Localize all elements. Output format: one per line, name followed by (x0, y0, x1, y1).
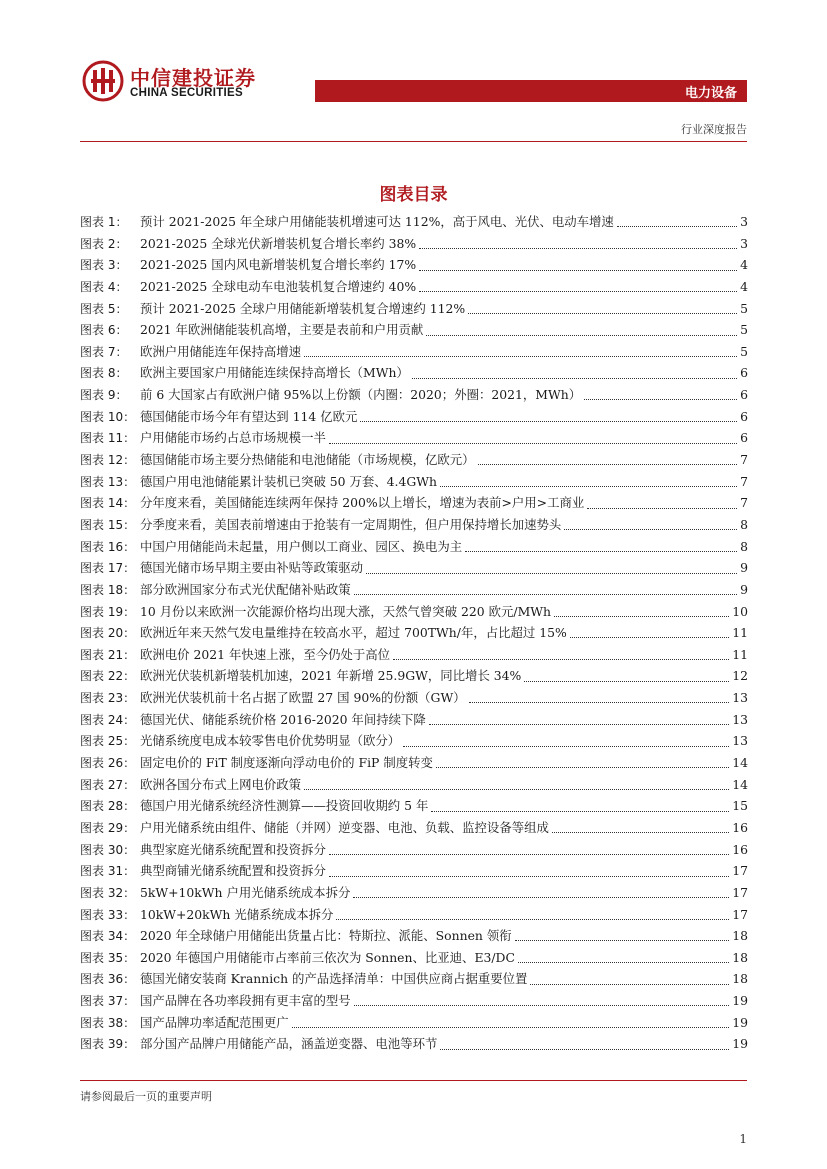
toc-entry[interactable] (80, 450, 748, 472)
toc-entry-title: 欧洲主要国家户用储能连续保持高增长（MWh） (140, 365, 409, 381)
disclaimer-note: 请参阅最后一页的重要声明 (80, 1090, 212, 1103)
toc-leader-dots (617, 226, 737, 227)
toc-entry-title: 国产品牌功率适配范围更广 (140, 1014, 289, 1030)
toc-entry[interactable] (80, 796, 748, 818)
toc-leader-dots (329, 876, 729, 877)
toc-entry[interactable] (80, 363, 748, 385)
toc-leader-dots (530, 984, 729, 985)
toc-entry-title: 分季度来看，美国表前增速由于抢装有一定周期性，但户用保持增长加速势头 (140, 516, 562, 532)
toc-entry-page: 18 (732, 949, 748, 965)
toc-entry[interactable] (80, 775, 748, 797)
toc-entry-page: 13 (732, 690, 748, 706)
toc-entry-label: 图表 18： (80, 582, 136, 597)
toc-entry[interactable] (80, 861, 748, 883)
toc-entry[interactable] (80, 991, 748, 1013)
toc-entry-page: 17 (732, 863, 748, 879)
toc-entry-page: 10 (732, 603, 748, 619)
toc-entry-title: 德国户用光储系统经济性测算——投资回收期约 5 年 (140, 798, 429, 814)
toc-entry-page: 16 (732, 819, 748, 835)
toc-entry-page: 6 (740, 430, 748, 446)
toc-title: 图表目录 (379, 185, 448, 205)
toc-leader-dots (564, 529, 737, 530)
toc-entry[interactable] (80, 883, 748, 905)
toc-entry-page: 4 (740, 257, 748, 273)
toc-entry-title: 10kW+20kWh 光储系统成本拆分 (140, 906, 334, 922)
toc-leader-dots (292, 1027, 730, 1028)
toc-leader-dots (412, 378, 737, 379)
toc-leader-dots (419, 248, 737, 249)
toc-entry-title: 光储系统度电成本较零售电价优势明显（欧分） (140, 733, 401, 749)
toc-entry-label: 图表 34： (80, 929, 136, 944)
toc-leader-dots (304, 356, 737, 357)
toc-entry[interactable] (80, 818, 748, 840)
toc-entry-page: 19 (732, 1036, 748, 1052)
toc-entry-page: 5 (740, 322, 748, 338)
toc-entry-title: 国产品牌在各功率段拥有更丰富的型号 (140, 993, 351, 1009)
toc-entry[interactable] (80, 666, 748, 688)
toc-entry-title: 典型家庭光储系统配置和投资拆分 (140, 841, 326, 857)
toc-leader-dots (431, 811, 729, 812)
toc-entry-page: 3 (740, 214, 748, 229)
toc-entry-label: 图表 5： (80, 301, 128, 316)
toc-entry-label: 图表 13： (80, 474, 136, 489)
toc-entry-label: 图表 9： (80, 388, 128, 403)
toc-entry[interactable] (80, 472, 748, 494)
toc-entry-title: 分年度来看，美国储能连续两年保持 200%以上增长，增速为表前>户用>工商业 (140, 495, 585, 511)
toc-entry-label: 图表 7： (80, 344, 128, 359)
toc-entry-page: 13 (732, 733, 748, 749)
toc-entry-page: 19 (732, 1014, 748, 1030)
toc-entry[interactable] (80, 645, 748, 667)
toc-entry-page: 8 (740, 516, 748, 532)
toc-entry-label: 图表 33： (80, 907, 136, 922)
toc-leader-dots (468, 313, 737, 314)
toc-entry-label: 图表 6： (80, 323, 128, 338)
report-type: 行业深度报告 (681, 123, 747, 136)
header-divider (80, 141, 747, 142)
toc-leader-dots (584, 399, 737, 400)
toc-entry-label: 图表 36： (80, 972, 136, 987)
toc-entry-page: 9 (740, 581, 748, 597)
china-securities-logo-icon (82, 60, 124, 102)
logo-english-name: CHINA SECURITIES (130, 87, 243, 99)
toc-leader-dots (436, 767, 729, 768)
toc-entry[interactable] (80, 515, 748, 537)
toc-leader-dots (465, 551, 737, 552)
toc-entry-page: 18 (732, 971, 748, 987)
toc-entry-title: 德国户用电池储能累计装机已突破 50 万套、4.4GWh (140, 473, 437, 489)
toc-entry-page: 6 (740, 387, 748, 403)
toc-entry-page: 14 (732, 776, 748, 792)
toc-entry-page: 19 (732, 993, 748, 1009)
toc-entry-title: 欧洲电价 2021 年快速上涨，至今仍处于高位 (140, 646, 391, 662)
toc-entry[interactable] (80, 731, 748, 753)
toc-entry-title: 10 月份以来欧洲一次能源价格均出现大涨，天然气曾突破 220 欧元/MWh (140, 603, 551, 619)
toc-entry-title: 德国光伏、储能系统价格 2016-2020 年间持续下降 (140, 711, 426, 727)
toc-entry-title: 2020 年德国户用储能市占率前三依次为 Sonnen、比亚迪、E3/DC (140, 949, 515, 965)
toc-entry-label: 图表 4： (80, 279, 128, 294)
toc-leader-dots (587, 508, 737, 509)
toc-entry-label: 图表 20： (80, 626, 136, 641)
toc-entry-title: 欧洲各国分布式上网电价政策 (140, 776, 302, 792)
toc-entry-title: 德国储能市场今年有望达到 114 亿欧元 (140, 408, 358, 424)
toc-leader-dots (570, 637, 729, 638)
toc-leader-dots (336, 919, 729, 920)
toc-entry-label: 图表 10： (80, 409, 136, 424)
toc-entry-label: 图表 38： (80, 1015, 136, 1030)
toc-entry-label: 图表 11： (80, 431, 136, 446)
toc-entry-page: 8 (740, 538, 748, 554)
toc-entry[interactable] (80, 688, 748, 710)
toc-entry-page: 17 (732, 884, 748, 900)
toc-entry-title: 部分国产品牌户用储能产品，涵盖逆变器、电池等环节 (140, 1036, 438, 1052)
toc-entry[interactable] (80, 255, 748, 277)
toc-entry-label: 图表 16： (80, 539, 136, 554)
toc-entry-page: 11 (732, 625, 748, 641)
toc-leader-dots (304, 789, 729, 790)
toc-entry[interactable] (80, 385, 748, 407)
toc-entry-label: 图表 1： (80, 215, 128, 229)
toc-leader-dots (419, 291, 737, 292)
toc-entry[interactable] (80, 1013, 748, 1035)
toc-entry[interactable] (80, 602, 748, 624)
toc-leader-dots (353, 897, 729, 898)
toc-entry-page: 7 (740, 473, 748, 489)
toc-entry-page: 14 (732, 755, 748, 771)
toc-leader-dots (403, 746, 729, 747)
toc-entry[interactable] (80, 710, 748, 732)
toc-entry-label: 图表 14： (80, 496, 136, 511)
toc-entry[interactable] (80, 342, 748, 364)
toc-entry-label: 图表 31： (80, 864, 136, 879)
toc-entry-page: 4 (740, 278, 748, 294)
toc-entry-label: 图表 8： (80, 366, 128, 381)
toc-entry-title: 欧洲近年来天然气发电量维持在较高水平，超过 700TWh/年，占比超过 15% (140, 625, 567, 641)
toc-entry-page: 7 (740, 495, 748, 511)
toc-entry-label: 图表 30： (80, 842, 136, 857)
toc-entry-label: 图表 27： (80, 777, 136, 792)
toc-entry-title: 德国光储安装商 Krannich 的产品选择清单：中国供应商占据重要位置 (140, 971, 528, 987)
toc-entry-page: 12 (732, 668, 748, 684)
toc-entry-page: 9 (740, 560, 748, 576)
toc-entry[interactable] (80, 407, 748, 429)
toc-entry-title: 前 6 大国家占有欧洲户储 95%以上份额（内圈：2020；外圈：2021，MWh） (140, 387, 582, 403)
toc-entry[interactable] (80, 558, 748, 580)
toc-entry-page: 6 (740, 408, 748, 424)
toc-entry[interactable] (80, 905, 748, 927)
sector-banner (315, 80, 747, 102)
toc-entry-page: 13 (732, 711, 748, 727)
toc-leader-dots (329, 443, 737, 444)
toc-entry-label: 图表 24： (80, 712, 136, 727)
toc-entry-label: 图表 17： (80, 561, 136, 576)
toc-leader-dots (366, 573, 737, 574)
toc-entry-title: 中国户用储能尚未起量，用户侧以工商业、园区、换电为主 (140, 538, 463, 554)
toc-entry-title: 5kW+10kWh 户用光储系统成本拆分 (140, 884, 351, 900)
toc-entry-title: 2021-2025 全球光伏新增装机复合增长率约 38% (140, 235, 417, 251)
sector-label: 电力设备 (684, 86, 737, 101)
toc-entry-title: 固定电价的 FiT 制度逐渐向浮动电价的 FiP 制度转变 (140, 755, 433, 771)
toc-leader-dots (552, 832, 729, 833)
toc-leader-dots (426, 335, 737, 336)
toc-entry[interactable] (80, 580, 748, 602)
toc-entry[interactable] (80, 969, 748, 991)
toc-entry-title: 欧洲光伏装机前十名占据了欧盟 27 国 90%的份额（GW） (140, 690, 466, 706)
toc-entry[interactable] (80, 299, 748, 321)
toc-entry-title: 2021 年欧洲储能装机高增，主要是表前和户用贡献 (140, 322, 424, 338)
toc-entry[interactable] (80, 1034, 748, 1056)
toc-entry[interactable] (80, 537, 748, 559)
toc-entry[interactable] (80, 623, 748, 645)
toc-entry-label: 图表 19： (80, 604, 136, 619)
toc-entry-page: 5 (740, 343, 748, 359)
toc-entry-label: 图表 26： (80, 756, 136, 771)
toc-leader-dots (440, 1049, 729, 1050)
toc-leader-dots (429, 724, 729, 725)
toc-entry[interactable] (80, 234, 748, 256)
toc-leader-dots (515, 940, 730, 941)
toc-entry[interactable] (80, 840, 748, 862)
toc-entry-title: 户用储能市场约占总市场规模一半 (140, 430, 326, 446)
logo-chinese-name: 中信建投证券 (130, 66, 256, 90)
toc-entry-page: 3 (740, 235, 748, 251)
toc-entry[interactable] (80, 320, 748, 342)
toc-entry-label: 图表 22： (80, 669, 136, 684)
toc-entry-label: 图表 32： (80, 885, 136, 900)
toc-entry-title: 户用光储系统由组件、储能（并网）逆变器、电池、负载、监控设备等组成 (140, 819, 549, 835)
toc-leader-dots (329, 854, 729, 855)
footer-divider (80, 1080, 747, 1081)
toc-entry-page: 7 (740, 452, 748, 468)
toc-leader-dots (478, 464, 738, 465)
page-number: 1 (739, 1132, 747, 1146)
toc-leader-dots (440, 486, 737, 487)
toc-entry-title: 德国储能市场主要分热储能和电池储能（市场规模，亿欧元） (140, 452, 475, 468)
toc-entry-label: 图表 25： (80, 734, 136, 749)
toc-entry-title: 2021-2025 国内风电新增装机复合增长率约 17% (140, 257, 417, 273)
toc-entry-title: 预计 2021-2025 年全球户用储能装机增速可达 112%，高于风电、光伏、电动车增速 (140, 214, 614, 229)
toc-leader-dots (554, 616, 729, 617)
toc-entry-label: 图表 37： (80, 994, 136, 1009)
toc-leader-dots (360, 421, 737, 422)
toc-entry-title: 欧洲光伏装机新增装机加速，2021 年新增 25.9GW，同比增长 34% (140, 668, 522, 684)
toc-leader-dots (393, 659, 729, 660)
toc-entry-label: 图表 39： (80, 1037, 136, 1052)
toc-leader-dots (354, 1005, 730, 1006)
toc-entry-title: 部分欧洲国家分布式光伏配储补贴政策 (140, 581, 351, 597)
toc-entry-label: 图表 29： (80, 820, 136, 835)
toc-entry[interactable] (80, 428, 748, 450)
toc-entry-label: 图表 15： (80, 517, 136, 532)
toc-entry-title: 2020 年全球储户用储能出货量占比：特斯拉、派能、Sonnen 领衔 (140, 928, 512, 944)
toc-entry[interactable] (80, 926, 748, 948)
toc-entry[interactable] (80, 753, 748, 775)
toc-entry-page: 17 (732, 906, 748, 922)
toc-entry-page: 5 (740, 300, 748, 316)
toc-leader-dots (518, 962, 729, 963)
toc-entry-page: 15 (732, 798, 748, 814)
toc-entry-label: 图表 12： (80, 453, 136, 468)
toc-entry-title: 德国光储市场早期主要由补贴等政策驱动 (140, 560, 364, 576)
toc-entry[interactable] (80, 948, 748, 970)
toc-entry-title: 预计 2021-2025 全球户用储能新增装机复合增速约 112% (140, 300, 466, 316)
toc-entry[interactable] (80, 212, 748, 234)
toc-entry-label: 图表 3： (80, 258, 128, 273)
toc-leader-dots (469, 702, 730, 703)
toc-entry-page: 11 (732, 646, 748, 662)
toc-entry-title: 典型商铺光储系统配置和投资拆分 (140, 863, 326, 879)
toc-entry-page: 18 (732, 928, 748, 944)
toc-entry-page: 16 (732, 841, 748, 857)
table-of-figures (80, 212, 748, 1056)
toc-entry-page: 6 (740, 365, 748, 381)
toc-entry[interactable] (80, 277, 748, 299)
toc-entry-label: 图表 2： (80, 236, 128, 251)
toc-entry-title: 欧洲户用储能连年保持高增速 (140, 343, 302, 359)
toc-leader-dots (354, 594, 737, 595)
company-logo (82, 60, 262, 104)
toc-leader-dots (419, 270, 737, 271)
toc-entry-label: 图表 21： (80, 647, 136, 662)
toc-leader-dots (524, 681, 729, 682)
toc-entry[interactable] (80, 493, 748, 515)
toc-entry-label: 图表 28： (80, 799, 136, 814)
toc-entry-label: 图表 23： (80, 691, 136, 706)
toc-entry-title: 2021-2025 全球电动车电池装机复合增速约 40% (140, 278, 417, 294)
toc-entry-label: 图表 35： (80, 950, 136, 965)
